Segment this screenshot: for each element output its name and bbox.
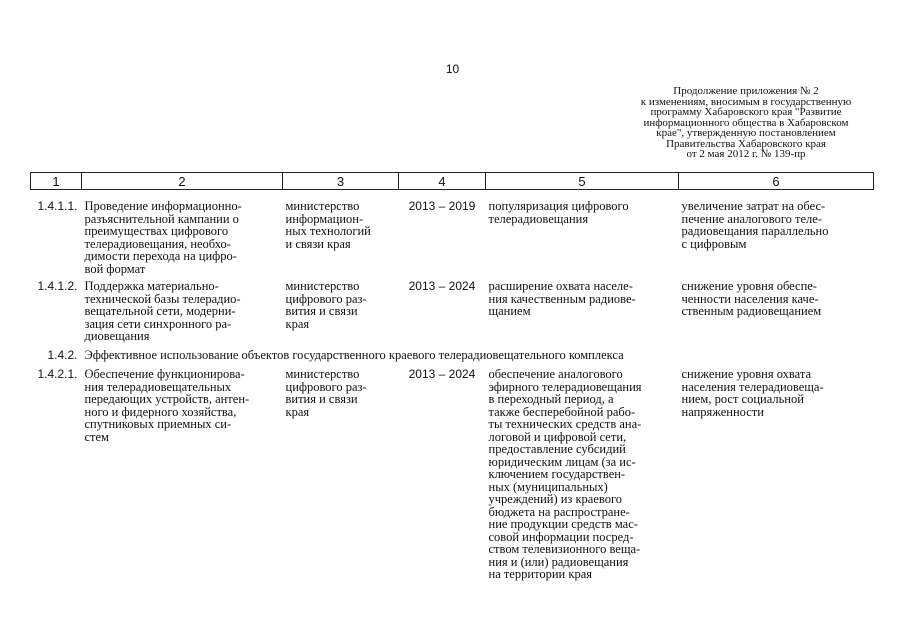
- measure-name-line: стем: [84, 429, 109, 444]
- measure-consequence-line: напряженности: [681, 404, 764, 419]
- measure-result-line: щанием: [488, 304, 531, 318]
- measure-name: [82, 190, 283, 276]
- column-header: 2: [82, 173, 283, 190]
- measure-name-line: вой формат: [84, 261, 146, 276]
- measure-executor-line: цифрового раз-: [285, 379, 367, 394]
- measure-result-line: эфирного телерадиовещания: [488, 379, 642, 394]
- measure-executor-line: края: [285, 316, 310, 331]
- measure-consequence-line: населения телерадиовеща-: [681, 379, 824, 394]
- measure-result-line: на территории края: [488, 567, 592, 581]
- measure-name-line: технической базы телерадио-: [84, 291, 241, 306]
- measure-name-line: ного и фидерного хозяйства,: [84, 404, 237, 419]
- section-number: 1.4.2.: [47, 347, 78, 362]
- measure-consequence: [679, 275, 874, 343]
- measure-number: 1.4.2.1.: [37, 367, 78, 381]
- measure-result-line: популяризация цифрового: [488, 199, 629, 213]
- measure-executor-line: вития и связи: [285, 392, 358, 406]
- measure-consequence-line: ственным радиовещанием: [681, 304, 822, 318]
- measure-executor: [283, 190, 399, 276]
- measure-executor-line: министерство: [285, 367, 360, 381]
- measure-result-line: также бесперебойной рабо-: [488, 404, 636, 419]
- measure-name-line: разъяснительной кампании о: [84, 211, 239, 226]
- measure-result-line: ключением государствен-: [488, 467, 626, 481]
- measure-consequence: [679, 363, 874, 581]
- measure-result-line: совой информации посред-: [488, 529, 634, 544]
- measure-name-line: зация сети синхронного ра-: [84, 316, 232, 331]
- measure-name: [82, 275, 283, 343]
- measure-name-line: Проведение информационно-: [84, 199, 242, 213]
- column-header: 5: [486, 173, 679, 190]
- measure-executor-line: министерство: [285, 279, 360, 293]
- measure-name-line: передающих устройств, антен-: [84, 392, 250, 406]
- measure-name-line: ния телерадиовещательных: [84, 379, 232, 394]
- measure-consequence-line: радиовещания параллельно: [681, 224, 829, 238]
- measure-name-line: димости перехода на цифро-: [84, 249, 237, 263]
- measure-result-line: ством телевизионного веща-: [488, 542, 641, 556]
- measure-result-line: обеспечение аналогового: [488, 367, 623, 381]
- section-row: [31, 343, 874, 364]
- measure-executor-line: министерство: [285, 199, 360, 213]
- measure-consequence-line: снижение уровня обеспе-: [681, 279, 817, 293]
- measure-name-line: телерадиовещания, необхо-: [84, 236, 231, 251]
- measure-executor-line: ных технологий: [285, 224, 371, 238]
- measure-result-line: в переходный период, а: [488, 392, 614, 406]
- appendix-line: к изменениям, вносимым в государственную: [640, 95, 852, 108]
- appendix-header: [600, 86, 892, 160]
- measure-result-line: ния качественным радиове-: [488, 291, 636, 306]
- measure-consequence-line: с цифровым: [681, 236, 747, 251]
- measure-period: 2013 – 2024: [408, 279, 476, 293]
- measure-period: 2013 – 2024: [408, 367, 476, 381]
- measure-executor-line: цифрового раз-: [285, 291, 367, 306]
- section-title: Эффективное использование объектов государственного краевого телерадиовещательного комплекса: [84, 347, 624, 362]
- measures-table: [30, 172, 874, 581]
- table-body: [31, 190, 874, 581]
- measure-number: 1.4.1.2.: [37, 279, 78, 293]
- measure-result: [486, 363, 679, 581]
- measure-consequence-line: ченности населения каче-: [681, 291, 819, 306]
- measure-name-line: Поддержка материально-: [84, 279, 219, 293]
- column-header: 6: [679, 173, 874, 190]
- measure-result-line: телерадиовещания: [488, 211, 589, 226]
- measure-name-line: спутниковых приемных си-: [84, 417, 232, 431]
- appendix-line: Продолжение приложения № 2: [673, 85, 819, 97]
- table-header-row: [31, 173, 874, 190]
- measure-consequence-line: печение аналогового теле-: [681, 211, 822, 226]
- appendix-line: программу Хабаровского края "Развитие: [650, 106, 842, 118]
- column-header: 4: [399, 173, 486, 190]
- measure-result-line: юридическим лицам (за ис-: [488, 454, 636, 469]
- measure-result-line: ние продукции средств мас-: [488, 517, 638, 531]
- measure-result-line: ния и (или) радиовещания: [488, 554, 629, 569]
- measure-executor-line: края: [285, 404, 310, 419]
- measure-result-line: расширение охвата населе-: [488, 279, 633, 293]
- column-header: 3: [283, 173, 399, 190]
- appendix-line: крае", утвержденную постановлением: [656, 127, 836, 139]
- measure-result-line: ты технических средств ана-: [488, 417, 642, 431]
- page-number: 10: [445, 62, 460, 76]
- measure-result-line: бюджета на распростране-: [488, 504, 630, 519]
- table-row: [31, 363, 874, 581]
- table-row: [31, 275, 874, 343]
- table-row: [31, 190, 874, 276]
- measure-consequence-line: нием, рост социальной: [681, 392, 804, 406]
- measure-name: [82, 363, 283, 581]
- appendix-line: информационного общества в Хабаровском: [643, 116, 849, 129]
- measure-executor-line: информацион-: [285, 211, 364, 226]
- measure-consequence-line: снижение уровня охвата: [681, 367, 812, 381]
- column-header: 1: [31, 173, 82, 190]
- measure-result-line: учреждений) из краевого: [488, 492, 623, 506]
- measure-result-line: ных (муниципальных): [488, 479, 608, 494]
- measure-result-line: предоставление субсидий: [488, 442, 626, 456]
- measure-executor: [283, 363, 399, 581]
- measure-result-line: логовой и цифровой сети,: [488, 429, 627, 444]
- measure-consequence: [679, 190, 874, 276]
- measure-name-line: диовещания: [84, 329, 150, 343]
- measure-executor-line: вития и связи: [285, 304, 358, 318]
- appendix-line: Правительства Хабаровского края: [666, 137, 826, 150]
- measure-number: 1.4.1.1.: [37, 199, 78, 213]
- appendix-line: от 2 мая 2012 г. № 139-пр: [686, 148, 806, 160]
- measure-executor-line: и связи края: [285, 236, 351, 251]
- measure-result: [486, 275, 679, 343]
- measure-name-line: Обеспечение функционирова-: [84, 367, 245, 381]
- measure-period: 2013 – 2019: [408, 199, 476, 213]
- measure-name-line: вещательной сети, модерни-: [84, 304, 236, 318]
- measure-consequence-line: увеличение затрат на обес-: [681, 199, 826, 213]
- measure-result: [486, 190, 679, 276]
- measure-name-line: преимуществах цифрового: [84, 224, 229, 238]
- measure-executor: [283, 275, 399, 343]
